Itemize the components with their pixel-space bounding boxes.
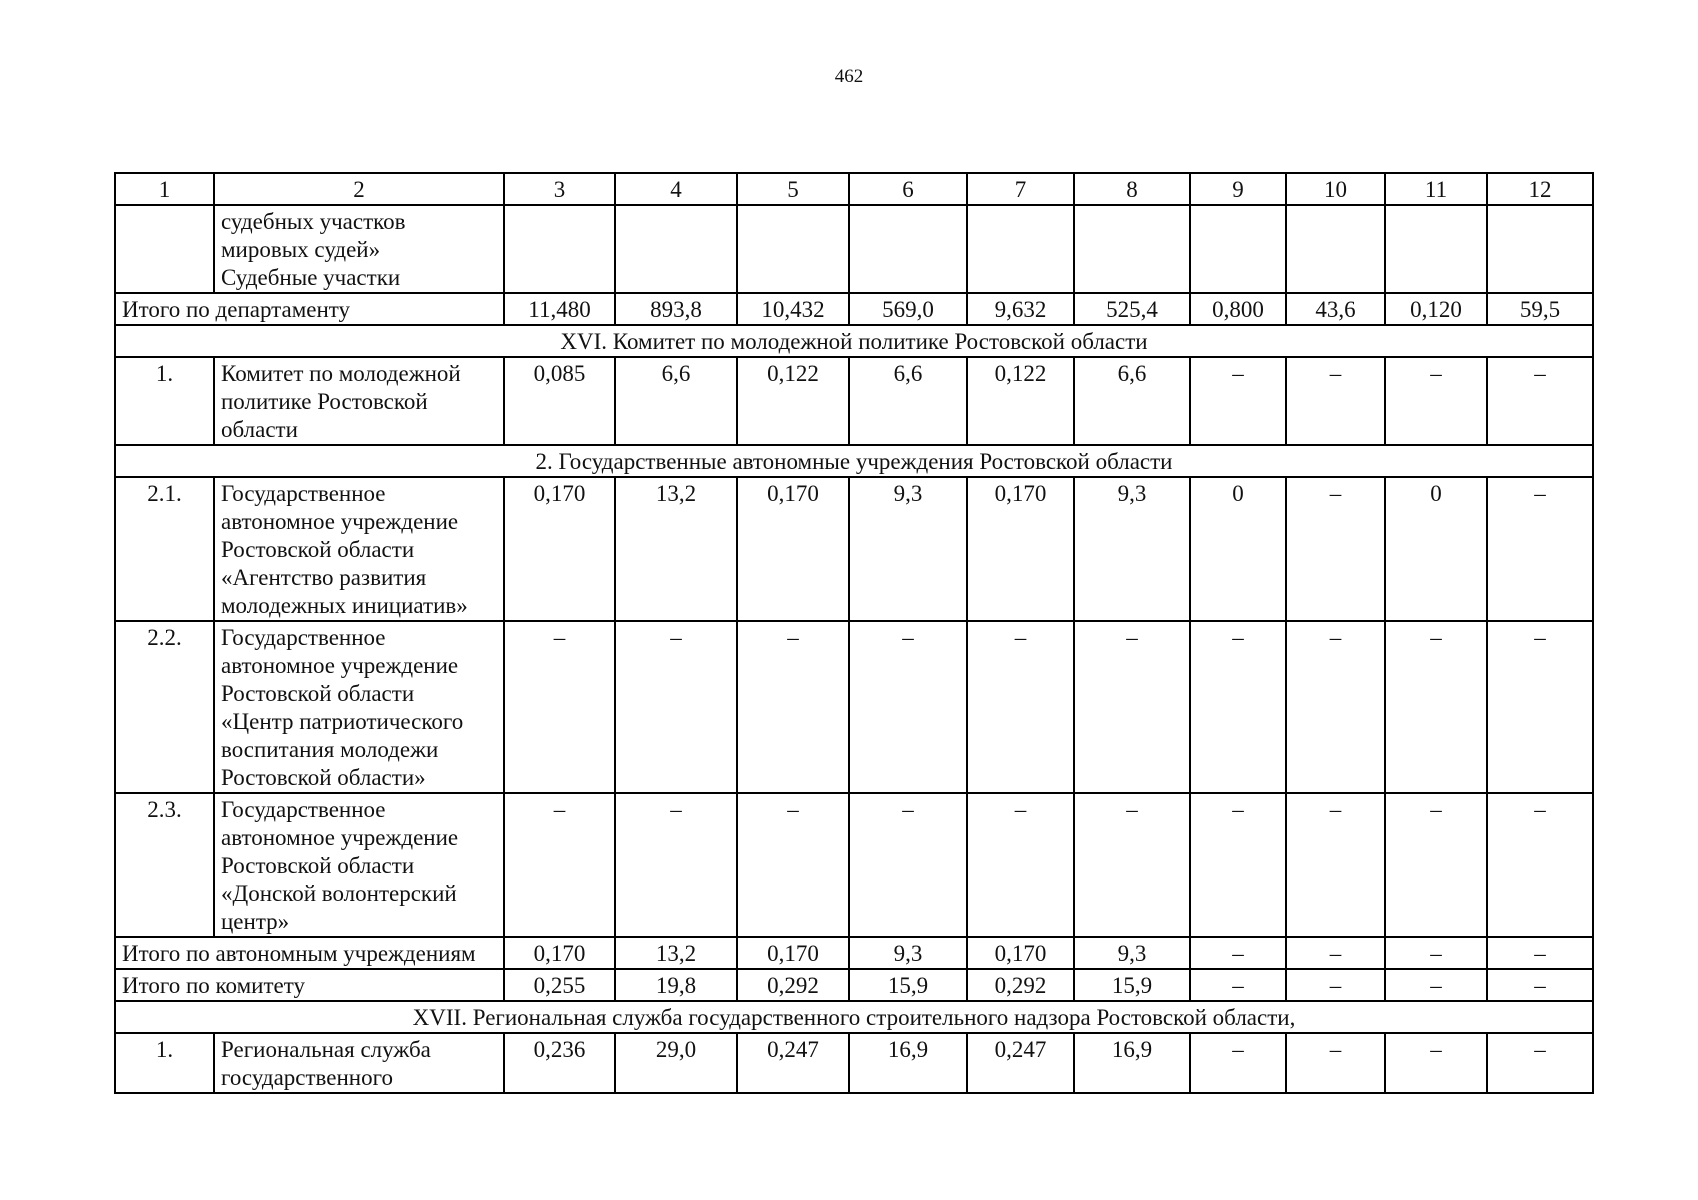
value-cell: 9,3 — [849, 937, 967, 969]
section-header-row — [115, 1001, 1593, 1033]
institution-name-line: Ростовской области — [221, 853, 415, 878]
value-cell: 16,9 — [849, 1033, 967, 1093]
total-row — [115, 293, 1593, 325]
value-cell: – — [1385, 937, 1487, 969]
column-number-header: 4 — [615, 173, 737, 205]
institution-name-line: центр» — [221, 909, 290, 934]
value-cell: – — [1385, 969, 1487, 1001]
value-cell: 9,632 — [967, 293, 1074, 325]
value-cell: 0,122 — [967, 357, 1074, 445]
value-cell: – — [1385, 621, 1487, 793]
value-cell: 0,255 — [504, 969, 615, 1001]
value-cell: – — [849, 621, 967, 793]
value-cell: – — [1190, 621, 1286, 793]
section-title: 2. Государственные автономные учреждения Ростовской области — [115, 445, 1593, 477]
row-number: 1. — [115, 357, 214, 445]
value-cell: 893,8 — [615, 293, 737, 325]
institution-name-line: «Центр патриотического — [221, 709, 464, 734]
section-header-row — [115, 325, 1593, 357]
value-cell: – — [1385, 1033, 1487, 1093]
value-cell: 13,2 — [615, 477, 737, 621]
row-number: 2.3. — [115, 793, 214, 937]
value-cell: 0,292 — [967, 969, 1074, 1001]
value-cell: – — [1190, 1033, 1286, 1093]
institution-name-line: Ростовской области» — [221, 765, 426, 790]
value-cell: – — [737, 621, 849, 793]
value-cell: 0,292 — [737, 969, 849, 1001]
value-cell: – — [1286, 969, 1385, 1001]
value-cell: 43,6 — [1286, 293, 1385, 325]
value-cell: 0,170 — [737, 937, 849, 969]
data-table — [114, 172, 1594, 1094]
value-cell: – — [1385, 357, 1487, 445]
institution-name — [214, 1033, 504, 1093]
value-cell: 0,170 — [504, 937, 615, 969]
column-number-header: 5 — [737, 173, 849, 205]
value-cell: 0,122 — [737, 357, 849, 445]
page-number: 462 — [834, 66, 864, 87]
institution-name — [214, 205, 504, 293]
institution-name-line: судебных участков — [221, 209, 406, 234]
table-row — [115, 205, 1593, 293]
value-cell: – — [1487, 357, 1593, 445]
institution-name-line: автономное учреждение — [221, 653, 459, 678]
table-row — [115, 621, 1593, 793]
value-cell: 0,170 — [967, 477, 1074, 621]
value-cell: 13,2 — [615, 937, 737, 969]
institution-name — [214, 621, 504, 793]
total-row — [115, 969, 1593, 1001]
value-cell — [1074, 205, 1190, 293]
value-cell: – — [504, 793, 615, 937]
institution-name-line: Ростовской области — [221, 537, 415, 562]
table-body — [115, 173, 1593, 1093]
value-cell — [504, 205, 615, 293]
column-number-header: 2 — [214, 173, 504, 205]
institution-name-line: области — [221, 417, 298, 442]
institution-name-line: молодежных инициатив» — [221, 593, 468, 618]
value-cell: 19,8 — [615, 969, 737, 1001]
value-cell: 0,170 — [967, 937, 1074, 969]
value-cell: 0,800 — [1190, 293, 1286, 325]
value-cell: 6,6 — [849, 357, 967, 445]
column-number-header-row — [115, 173, 1593, 205]
table-row — [115, 357, 1593, 445]
value-cell: 15,9 — [849, 969, 967, 1001]
value-cell: – — [1286, 357, 1385, 445]
value-cell: – — [1074, 793, 1190, 937]
value-cell: 0 — [1385, 477, 1487, 621]
value-cell: – — [1385, 793, 1487, 937]
value-cell: – — [1190, 969, 1286, 1001]
institution-name — [214, 793, 504, 937]
column-number-header: 6 — [849, 173, 967, 205]
institution-name — [214, 357, 504, 445]
value-cell — [1190, 205, 1286, 293]
column-number-header: 9 — [1190, 173, 1286, 205]
row-number: 2.1. — [115, 477, 214, 621]
column-number-header: 8 — [1074, 173, 1190, 205]
institution-name-line: Государственное — [221, 797, 386, 822]
value-cell: – — [849, 793, 967, 937]
institution-name-line: Комитет по молодежной — [221, 361, 461, 386]
section-header-row — [115, 445, 1593, 477]
value-cell: – — [967, 793, 1074, 937]
total-label: Итого по департаменту — [115, 293, 504, 325]
institution-name-line: воспитания молодежи — [221, 737, 439, 762]
value-cell: 6,6 — [1074, 357, 1190, 445]
total-label: Итого по комитету — [115, 969, 504, 1001]
value-cell: 0,247 — [967, 1033, 1074, 1093]
column-number-header: 1 — [115, 173, 214, 205]
value-cell: 0,085 — [504, 357, 615, 445]
value-cell: 0 — [1190, 477, 1286, 621]
value-cell: – — [1286, 1033, 1385, 1093]
value-cell: – — [1286, 477, 1385, 621]
row-number: 1. — [115, 1033, 214, 1093]
table-row — [115, 477, 1593, 621]
value-cell — [615, 205, 737, 293]
total-row — [115, 937, 1593, 969]
total-label: Итого по автономным учреждениям — [115, 937, 504, 969]
value-cell: – — [1190, 937, 1286, 969]
value-cell: – — [1074, 621, 1190, 793]
value-cell: 9,3 — [1074, 937, 1190, 969]
value-cell: – — [615, 621, 737, 793]
column-number-header: 10 — [1286, 173, 1385, 205]
institution-name-line: государственного — [221, 1065, 393, 1090]
institution-name-line: «Агентство развития — [221, 565, 427, 590]
institution-name-line: Судебные участки — [221, 265, 401, 290]
section-title: XVII. Региональная служба государственного строительного надзора Ростовской области, — [115, 1001, 1593, 1033]
column-number-header: 12 — [1487, 173, 1593, 205]
institution-name-line: политике Ростовской — [221, 389, 428, 414]
value-cell: 0,247 — [737, 1033, 849, 1093]
value-cell: 59,5 — [1487, 293, 1593, 325]
institution-name-line: Государственное — [221, 481, 386, 506]
value-cell: – — [967, 621, 1074, 793]
institution-name-line: Региональная служба — [221, 1037, 431, 1062]
value-cell: – — [737, 793, 849, 937]
institution-name-line: автономное учреждение — [221, 825, 459, 850]
institution-name-line: Государственное — [221, 625, 386, 650]
value-cell — [967, 205, 1074, 293]
value-cell — [849, 205, 967, 293]
value-cell: – — [1286, 621, 1385, 793]
value-cell: 525,4 — [1074, 293, 1190, 325]
value-cell: – — [1487, 969, 1593, 1001]
value-cell: 0,170 — [737, 477, 849, 621]
value-cell: – — [1487, 793, 1593, 937]
row-number: 2.2. — [115, 621, 214, 793]
table-row — [115, 793, 1593, 937]
value-cell: – — [1487, 937, 1593, 969]
value-cell: 6,6 — [615, 357, 737, 445]
value-cell: – — [504, 621, 615, 793]
value-cell: 10,432 — [737, 293, 849, 325]
value-cell: – — [1286, 937, 1385, 969]
institution-name — [214, 477, 504, 621]
row-number — [115, 205, 214, 293]
column-number-header: 7 — [967, 173, 1074, 205]
value-cell: 0,170 — [504, 477, 615, 621]
column-number-header: 11 — [1385, 173, 1487, 205]
value-cell: – — [1487, 477, 1593, 621]
value-cell: 16,9 — [1074, 1033, 1190, 1093]
institution-name-line: Ростовской области — [221, 681, 415, 706]
table-row — [115, 1033, 1593, 1093]
value-cell: – — [615, 793, 737, 937]
institution-name-line: «Донской волонтерский — [221, 881, 457, 906]
value-cell: – — [1487, 1033, 1593, 1093]
value-cell: 9,3 — [849, 477, 967, 621]
institution-name-line: автономное учреждение — [221, 509, 459, 534]
value-cell: 29,0 — [615, 1033, 737, 1093]
value-cell: 15,9 — [1074, 969, 1190, 1001]
value-cell: 0,120 — [1385, 293, 1487, 325]
value-cell: 11,480 — [504, 293, 615, 325]
section-title: XVI. Комитет по молодежной политике Ростовской области — [115, 325, 1593, 357]
value-cell: – — [1286, 793, 1385, 937]
value-cell: 0,236 — [504, 1033, 615, 1093]
value-cell: – — [1190, 357, 1286, 445]
value-cell — [1286, 205, 1385, 293]
value-cell — [1385, 205, 1487, 293]
value-cell: 569,0 — [849, 293, 967, 325]
value-cell: 9,3 — [1074, 477, 1190, 621]
column-number-header: 3 — [504, 173, 615, 205]
institution-name-line: мировых судей» — [221, 237, 381, 262]
value-cell — [1487, 205, 1593, 293]
value-cell: – — [1487, 621, 1593, 793]
value-cell — [737, 205, 849, 293]
value-cell: – — [1190, 793, 1286, 937]
